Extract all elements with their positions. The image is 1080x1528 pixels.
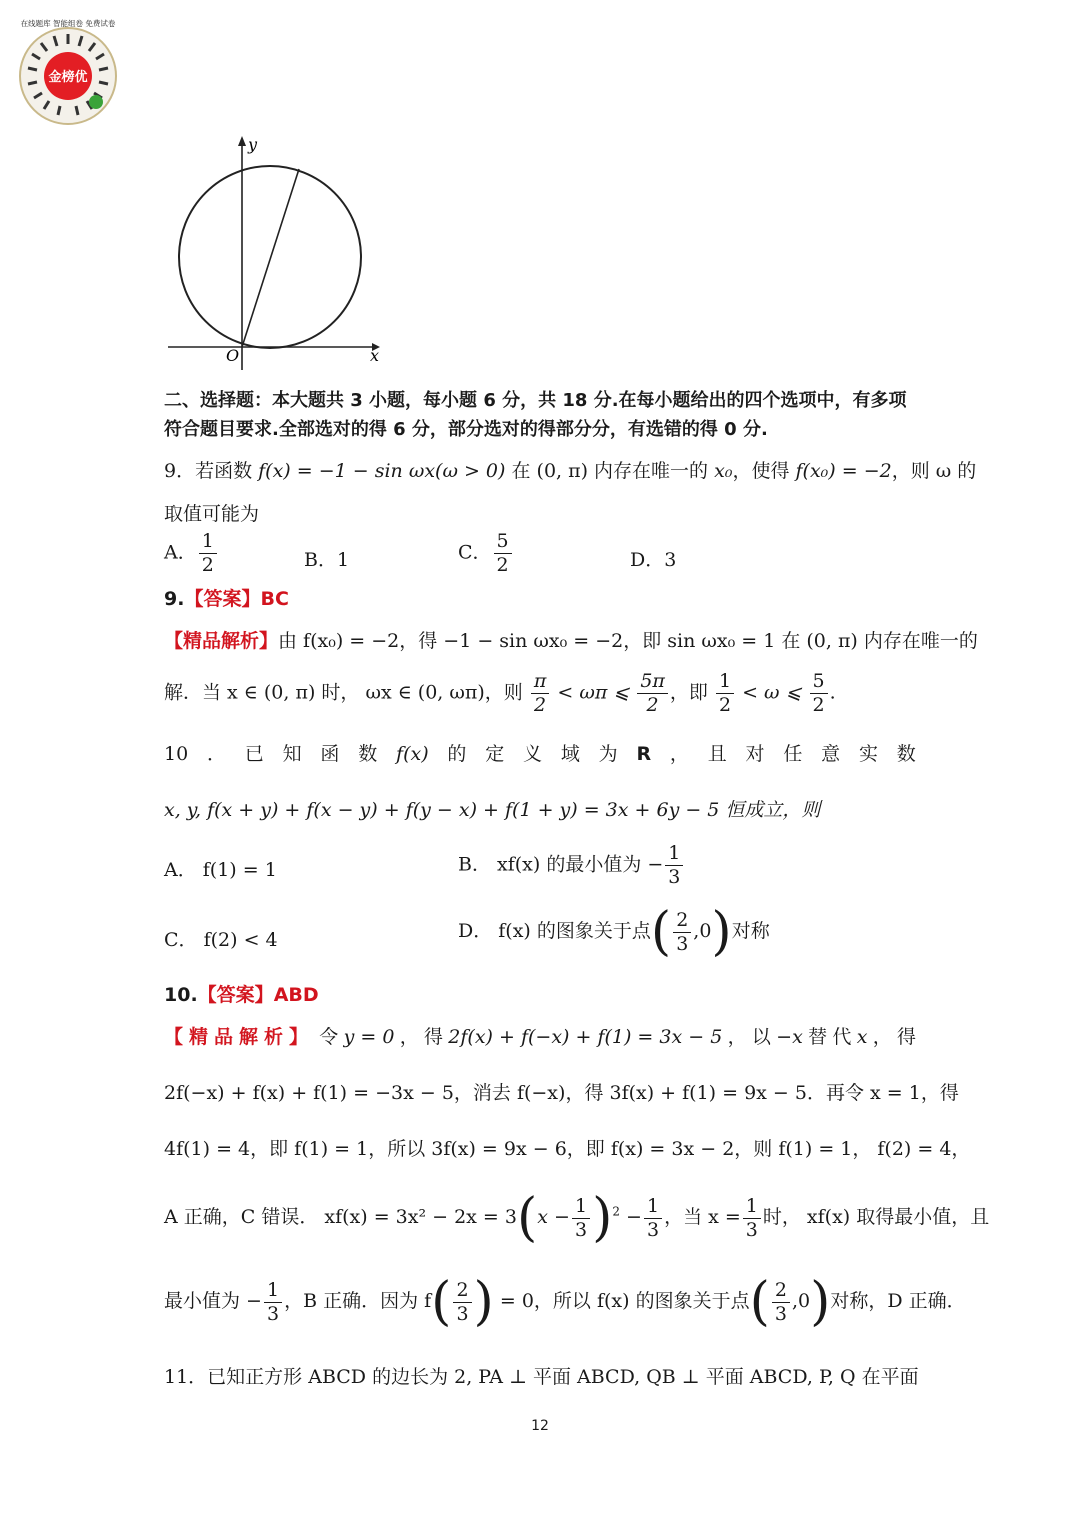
page-number: 12 [531, 1418, 549, 1434]
q9-analysis-line1: 【精品解析】由 f(x₀) = −2，得 −1 − sin ωx₀ = −2，即 sin ωx₀ = 1 在 (0, π) 内存在唯一的 [164, 630, 978, 652]
q9-option-a: A． $\frac{1}{2}$ [164, 530, 219, 577]
q11-stem-line1: 11．已知正方形 ABCD 的边长为 2, PA ⊥ 平面 ABCD, QB ⊥ 平面 ABCD, P, Q 在平面 [164, 1366, 919, 1388]
q10-option-d: D． f(x) 的图象关于点( $\frac{2}{3}$ ,0)对称 [458, 902, 770, 962]
q10-analysis-line3: 4f(1) = 4，即 f(1) = 1，所以 3f(x) = 9x − 6，即 f(x) = 3x − 2，则 f(1) = 1， f(2) = 4， [164, 1138, 971, 1160]
chord-line [242, 169, 299, 347]
logo-brand: 金榜优 [48, 70, 88, 85]
q10-analysis-line5: 最小值为 − $\frac{1}{3}$ ，B 正确．因为 f( $\frac{2}{3}$ ) = 0，所以 f(x) 的图象关于点( $\frac{2}{3}$ ,0)对称，D 正确． [164, 1272, 966, 1332]
q10-stem-line2: x, y, f(x + y) + f(x − y) + f(y − x) + f(1 + y) = 3x + 6y − 5 恒成立，则 [164, 799, 821, 821]
q10-analysis-line4: A 正确，C 错误． xf(x) = 3x² − 2x = 3(x − $\frac{1}{3}$ )$^2$ − $\frac{1}{3}$ ，当 x = $\frac{1}{3}$ 时， xf(x) 取得最小值，且 [164, 1188, 990, 1248]
q9-option-c: C． $\frac{5}{2}$ [458, 530, 514, 577]
coordinate-figure [160, 130, 400, 375]
q10-stem-line1: 10 ． 已 知 函 数 f(x) 的 定 义 域 为 R ， 且 对 任 意 实 数 [164, 743, 916, 765]
q9-stem-line1: 9．若函数 f(x) = −1 − sin ωx(ω > 0) 在 (0, π) 内存在唯一的 x₀，使得 f(x₀) = −2，则 ω 的 [164, 460, 977, 482]
q9-analysis-line2: 解．当 x ∈ (0, π) 时， ωx ∈ (0, ωπ)，则 $\frac{\pi}{2}$ < ωπ ⩽ $\frac{5\pi}{2}$ ，即 $\frac{1}{2}$ < ω ⩽ $\frac{5}{2}$ . [164, 670, 836, 716]
logo-ring-text: 在线题库 智能组卷 免费试卷 [20, 19, 116, 28]
q9-answer: 9.【答案】BC [164, 588, 289, 610]
section-heading-line1: 二、选择题：本大题共 3 小题，每小题 6 分，共 18 分.在每小题给出的四个选项中，有多项 [164, 390, 907, 411]
x-axis-label: x [370, 346, 380, 365]
section-heading-line2: 符合题目要求.全部选对的得 6 分，部分选对的得部分分，有选错的得 0 分. [164, 419, 768, 440]
q10-answer: 10.【答案】ABD [164, 984, 319, 1006]
origin-label: O [226, 346, 240, 365]
q10-option-a: A． f(1) = 1 [164, 859, 277, 881]
logo [12, 14, 124, 126]
q9-stem-line2: 取值可能为 [164, 503, 260, 525]
q10-option-b: B． xf(x) 的最小值为 − $\frac{1}{3}$ [458, 842, 685, 889]
q10-analysis-line1: 【精品解析】 令 y = 0 ， 得 2f(x) + f(−x) + f(1) = 3x − 5 ， 以 −x 替 代 x ， 得 [164, 1026, 916, 1048]
q9-option-b: B．1 [304, 549, 350, 571]
q9-option-d: D．3 [630, 549, 677, 571]
q10-option-c: C． f(2) < 4 [164, 929, 278, 951]
q10-analysis-line2: 2f(−x) + f(x) + f(1) = −3x − 5，消去 f(−x)，得 3f(x) + f(1) = 9x − 5．再令 x = 1，得 [164, 1082, 959, 1104]
logo-mark [12, 14, 124, 126]
y-axis-label: y [248, 135, 258, 154]
